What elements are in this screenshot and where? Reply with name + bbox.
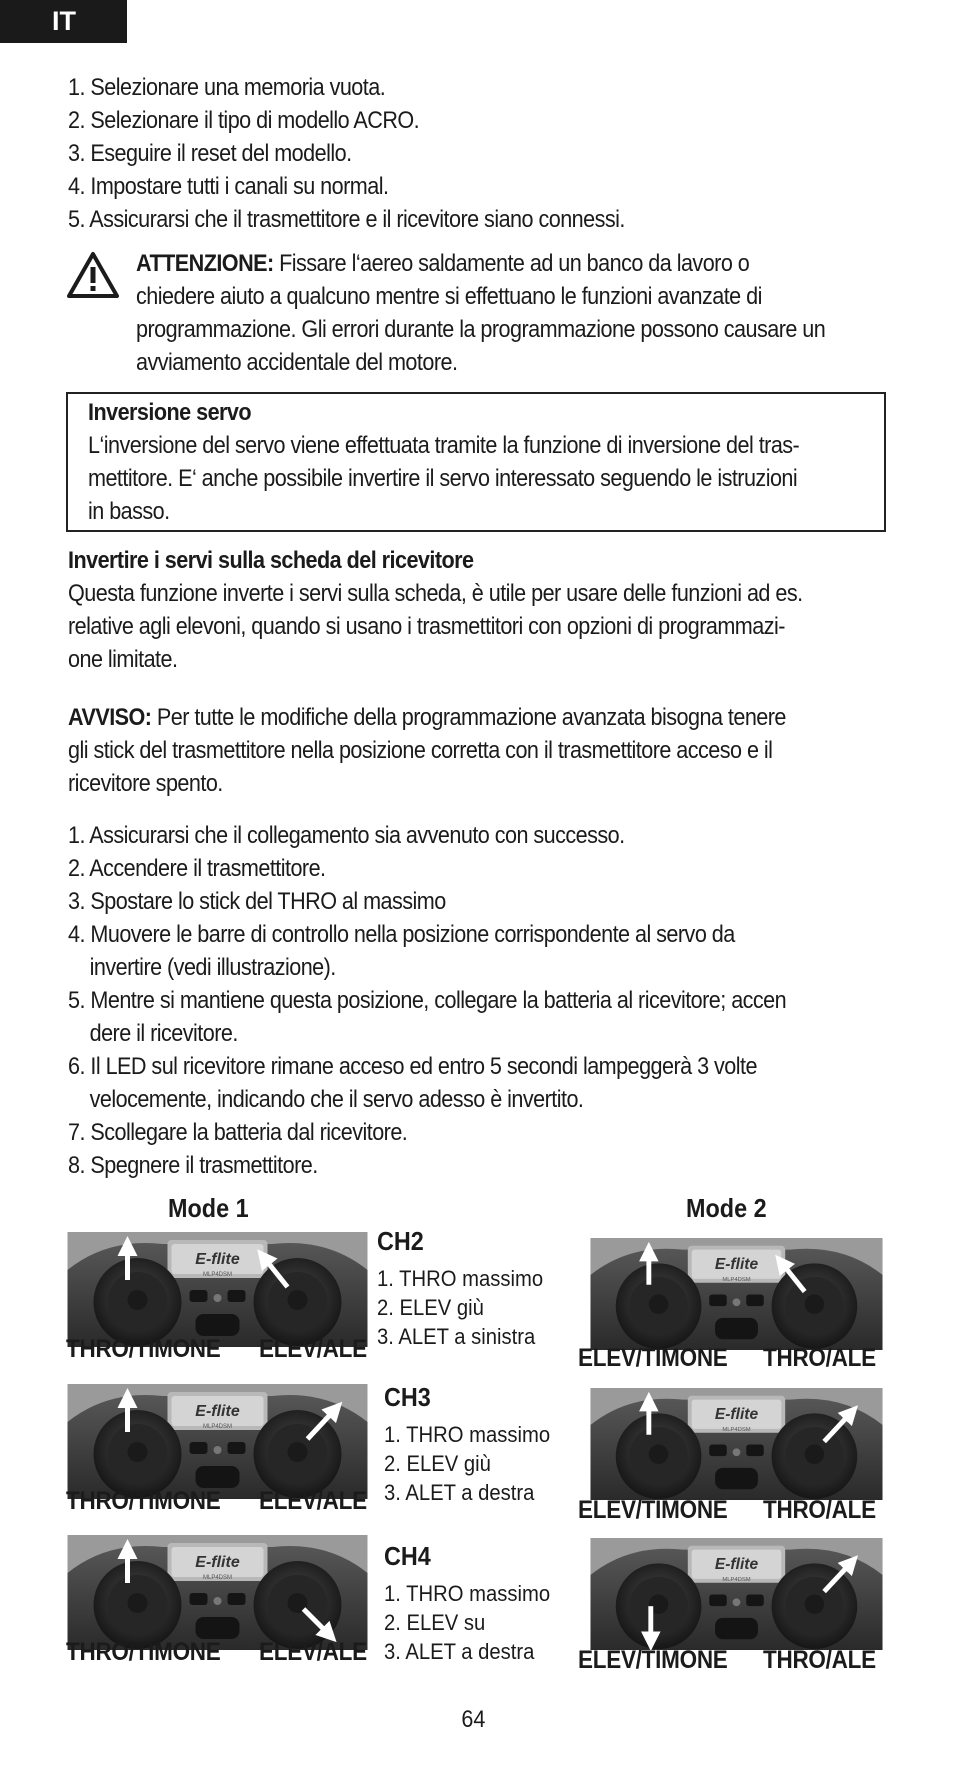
list-item: 2. ELEV giù xyxy=(377,1295,484,1320)
left-stick-label: THRO/TIMONE xyxy=(66,1335,221,1363)
left-stick-label: THRO/TIMONE xyxy=(66,1487,221,1515)
list-item: 1. THRO massimo xyxy=(377,1266,544,1291)
mode2-title: Mode 2 xyxy=(686,1193,767,1223)
model-label: MLP4DSM xyxy=(722,1426,751,1433)
notice-label: AVVISO: xyxy=(68,704,152,731)
list-item: 2. Accendere il trasmettitore. xyxy=(68,855,326,882)
right-stick-label: THRO/ALE xyxy=(763,1344,876,1372)
servo-inversion-box xyxy=(66,392,886,532)
brand-logo: E-flite xyxy=(714,1406,759,1424)
list-item: 3. ALET a destra xyxy=(384,1639,535,1664)
brand-logo: E-flite xyxy=(195,1403,240,1420)
list-item: 3. ALET a destra xyxy=(384,1480,535,1505)
notice-line: gli stick del trasmettitore nella posizione corretta con il trasmettitore acceso e il xyxy=(68,737,773,764)
box-line: mettitore. E‘ anche possibile invertire il servo interessato seguendo le istruzioni xyxy=(88,465,798,492)
warning-line: programmazione. Gli errori durante la programmazione possono causare un xyxy=(136,316,826,343)
channel-title: CH2 xyxy=(377,1226,424,1256)
list-item: 2. ELEV giù xyxy=(384,1451,491,1476)
channel-title: CH4 xyxy=(384,1541,431,1571)
notice-block xyxy=(68,701,786,800)
warning-line: Fissare l‘aereo saldamente ad un banco da lavoro o xyxy=(273,250,750,277)
list-item: 8. Spegnere il trasmettitore. xyxy=(68,1152,318,1179)
right-stick-label: ELEV/ALE xyxy=(259,1638,367,1666)
left-stick-label: ELEV/TIMONE xyxy=(578,1646,728,1674)
mode1-title: Mode 1 xyxy=(168,1193,249,1223)
transmitter-image xyxy=(66,1535,369,1650)
right-stick-label: THRO/ALE xyxy=(763,1646,876,1674)
left-stick-label: ELEV/TIMONE xyxy=(578,1344,728,1372)
right-stick-label: ELEV/ALE xyxy=(259,1335,367,1363)
notice-line: Per tutte le modifiche della programmazione avanzata bisogna tenere xyxy=(151,704,786,731)
brand-logo: E-flite xyxy=(195,1251,240,1268)
section-line: relative agli elevoni, quando si usano i trasmettitori con opzioni di programmazi- xyxy=(68,613,785,640)
channel-title: CH3 xyxy=(384,1382,431,1412)
language-tab: IT xyxy=(0,0,127,43)
brand-logo: E-flite xyxy=(714,1256,759,1274)
transmitter-image xyxy=(590,1388,883,1500)
list-item: 3. Eseguire il reset del modello. xyxy=(68,140,352,167)
warning-triangle-icon xyxy=(66,251,120,299)
model-label: MLP4DSM xyxy=(722,1576,751,1583)
list-item: 5. Mentre si mantiene questa posizione, collegare la batteria al ricevitore; accen dere il ricevitore. xyxy=(68,987,787,1047)
list-item: 3. ALET a sinistra xyxy=(377,1324,536,1349)
right-stick-label: ELEV/ALE xyxy=(259,1487,367,1515)
section-line: one limitate. xyxy=(68,646,178,673)
list-item: 6. Il LED sul ricevitore rimane acceso ed entro 5 secondi lampeggerà 3 volte velocemente, indicando che il servo adesso è invertito. xyxy=(68,1053,757,1113)
left-stick-label: ELEV/TIMONE xyxy=(578,1496,728,1524)
list-item: 4. Impostare tutti i canali su normal. xyxy=(68,173,389,200)
list-item: 5. Assicurarsi che il trasmettitore e il ricevitore siano connessi. xyxy=(68,206,625,233)
list-item: 1. Assicurarsi che il collegamento sia avvenuto con successo. xyxy=(68,822,625,849)
list-item: 3. Spostare lo stick del THRO al massimo xyxy=(68,888,446,915)
transmitter-image xyxy=(590,1538,883,1650)
list-item: 1. Selezionare una memoria vuota. xyxy=(68,74,386,101)
warning-label: ATTENZIONE: xyxy=(136,250,274,277)
receiver-servo-section xyxy=(68,544,803,676)
warning-line: avviamento accidentale del motore. xyxy=(136,349,458,376)
page-number: 64 xyxy=(461,1706,486,1733)
reverse-steps-list xyxy=(68,819,786,1182)
list-item: 1. THRO massimo xyxy=(384,1581,551,1606)
box-line: in basso. xyxy=(88,498,170,525)
list-item: 1. THRO massimo xyxy=(384,1422,551,1447)
channel-steps xyxy=(377,1264,543,1351)
list-item: 2. ELEV su xyxy=(384,1610,486,1635)
transmitter-image xyxy=(66,1384,369,1499)
channel-steps xyxy=(384,1420,550,1507)
channel-steps xyxy=(384,1579,550,1666)
model-label: MLP4DSM xyxy=(722,1276,751,1283)
box-title: Inversione servo xyxy=(88,399,252,426)
left-stick-label: THRO/TIMONE xyxy=(66,1638,221,1666)
brand-logo: E-flite xyxy=(195,1554,240,1571)
notice-line: ricevitore spento. xyxy=(68,770,223,797)
warning-line: chiedere aiuto a qualcuno mentre si effettuano le funzioni avanzate di xyxy=(136,283,762,310)
warning-text xyxy=(136,247,825,379)
list-item: 4. Muovere le barre di controllo nella posizione corrispondente al servo da invertire (vedi illustrazione). xyxy=(68,921,735,981)
model-label: MLP4DSM xyxy=(202,1424,233,1430)
box-line: L‘inversione del servo viene effettuata tramite la funzione di inversione del tras- xyxy=(88,432,800,459)
list-item: 7. Scollegare la batteria dal ricevitore. xyxy=(68,1119,408,1146)
setup-steps-list xyxy=(68,71,625,236)
transmitter-image xyxy=(590,1238,883,1350)
section-line: Questa funzione inverte i servi sulla scheda, è utile per usare delle funzioni ad es. xyxy=(68,580,803,607)
model-label: MLP4DSM xyxy=(202,1575,233,1581)
brand-logo: E-flite xyxy=(714,1556,759,1574)
right-stick-label: THRO/ALE xyxy=(763,1496,876,1524)
section-title: Invertire i servi sulla scheda del ricevitore xyxy=(68,547,474,574)
model-label: MLP4DSM xyxy=(202,1272,233,1278)
list-item: 2. Selezionare il tipo di modello ACRO. xyxy=(68,107,420,134)
transmitter-image xyxy=(66,1232,369,1347)
